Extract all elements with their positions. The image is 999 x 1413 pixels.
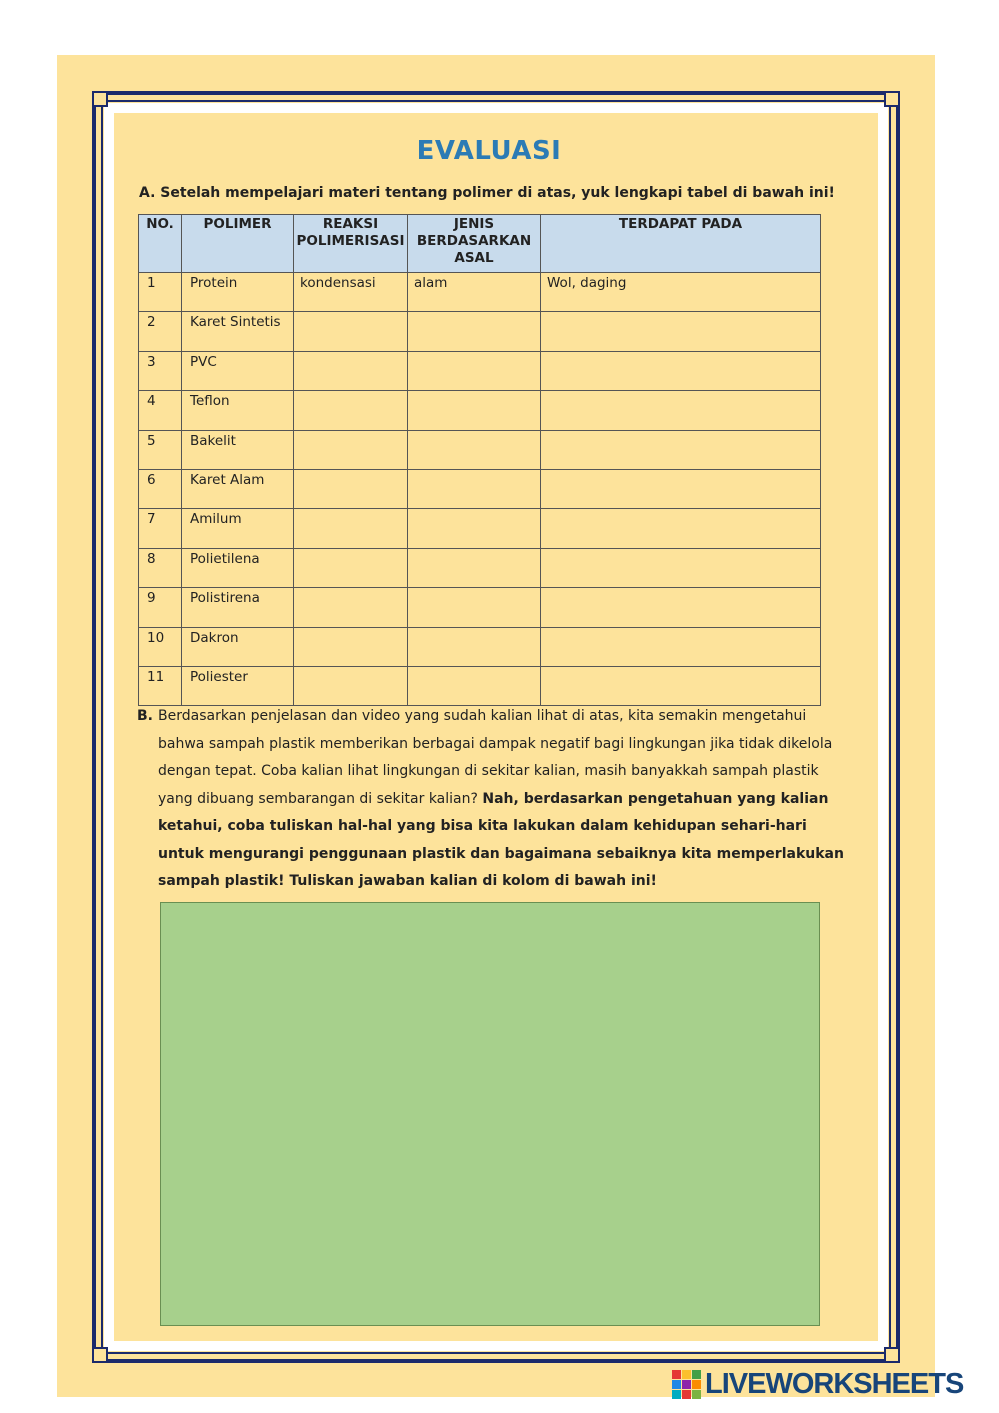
corner-ornament [92, 91, 108, 107]
section-a-text: Setelah mempelajari materi tentang polimer di atas, yuk lengkapi tabel di bawah ini! [160, 185, 835, 201]
cell-terdapat-input[interactable] [541, 469, 821, 508]
logo-square [692, 1370, 701, 1379]
cell-no: 11 [139, 666, 182, 705]
logo-square [692, 1380, 701, 1389]
table-row [139, 273, 821, 312]
table-row [139, 666, 821, 705]
cell-polimer: Karet Sintetis [182, 312, 294, 351]
cell-terdapat-input[interactable] [541, 430, 821, 469]
table-row [139, 548, 821, 587]
logo-square [672, 1390, 681, 1399]
cell-jenis-input[interactable] [408, 509, 541, 548]
liveworksheets-watermark [672, 1368, 963, 1401]
cell-jenis-input[interactable] [408, 312, 541, 351]
cell-polimer: Protein [182, 273, 294, 312]
header-terdapat: TERDAPAT PADA [541, 215, 821, 273]
cell-polimer: Poliester [182, 666, 294, 705]
liveworksheets-logo-icon [672, 1370, 701, 1399]
cell-reaksi-input[interactable] [294, 351, 408, 390]
cell-polimer: Bakelit [182, 430, 294, 469]
header-jenis: JENIS BERDASARKAN ASAL [408, 215, 541, 273]
logo-square [682, 1390, 691, 1399]
section-a-instruction [139, 185, 835, 201]
cell-polimer: Polietilena [182, 548, 294, 587]
cell-reaksi-input[interactable] [294, 666, 408, 705]
cell-polimer: Dakron [182, 627, 294, 666]
cell-no: 8 [139, 548, 182, 587]
watermark-text: LIVEWORKSHEETS [705, 1368, 964, 1400]
cell-reaksi-input[interactable] [294, 588, 408, 627]
cell-jenis-input[interactable] [408, 666, 541, 705]
cell-no: 3 [139, 351, 182, 390]
table-row [139, 469, 821, 508]
cell-jenis-input[interactable] [408, 588, 541, 627]
cell-reaksi-input[interactable] [294, 509, 408, 548]
table-header-row [139, 215, 821, 273]
table-row [139, 351, 821, 390]
cell-reaksi-input[interactable]: kondensasi [294, 273, 408, 312]
cell-no: 7 [139, 509, 182, 548]
logo-square [682, 1370, 691, 1379]
cell-jenis-input[interactable] [408, 627, 541, 666]
logo-square [682, 1380, 691, 1389]
corner-ornament [884, 1347, 900, 1363]
cell-polimer: Polistirena [182, 588, 294, 627]
cell-no: 10 [139, 627, 182, 666]
cell-reaksi-input[interactable] [294, 391, 408, 430]
cell-jenis-input[interactable] [408, 548, 541, 587]
cell-terdapat-input[interactable] [541, 509, 821, 548]
section-b-text [158, 703, 848, 896]
section-b-text-bold: Nah, berdasarkan pengetahuan yang kalian ketahui, coba tuliskan hal-hal yang bisa kita lakukan dalam kehidupan sehari-hari untuk mengurangi penggunaan plastik dan bagaimana sebaiknya kita memperlakukan sampah plastik! Tuliskan jawaban kalian di kolom di bawah ini! [158, 790, 844, 889]
cell-reaksi-input[interactable] [294, 430, 408, 469]
cell-terdapat-input[interactable] [541, 391, 821, 430]
table-row [139, 430, 821, 469]
cell-terdapat-input[interactable] [541, 627, 821, 666]
logo-square [672, 1370, 681, 1379]
cell-polimer: Teflon [182, 391, 294, 430]
table-row [139, 391, 821, 430]
cell-terdapat-input[interactable]: Wol, daging [541, 273, 821, 312]
table-row [139, 588, 821, 627]
header-no: NO. [139, 215, 182, 273]
cell-terdapat-input[interactable] [541, 666, 821, 705]
cell-jenis-input[interactable] [408, 430, 541, 469]
cell-jenis-input[interactable]: alam [408, 273, 541, 312]
header-reaksi: REAKSI POLIMERISASI [294, 215, 408, 273]
corner-ornament [92, 1347, 108, 1363]
cell-terdapat-input[interactable] [541, 351, 821, 390]
answer-textarea[interactable] [160, 902, 820, 1326]
section-a-label: A. [139, 185, 156, 201]
cell-terdapat-input[interactable] [541, 312, 821, 351]
cell-reaksi-input[interactable] [294, 312, 408, 351]
page-title: EVALUASI [416, 136, 562, 166]
section-b-text-normal: Berdasarkan penjelasan dan video yang sudah kalian lihat di atas, kita semakin mengetahui bahwa sampah plastik memberikan berbagai dampak negatif bagi lingkungan jika tidak dikelola dengan tepat. Coba kalian lihat lingkungan di sekitar kalian, masih banyakkah sampah plastik yang dibuang sembarangan di sekitar kalian? [158, 708, 833, 807]
cell-no: 5 [139, 430, 182, 469]
polymer-table [138, 214, 821, 706]
cell-polimer: Karet Alam [182, 469, 294, 508]
cell-reaksi-input[interactable] [294, 469, 408, 508]
cell-polimer: PVC [182, 351, 294, 390]
cell-no: 4 [139, 391, 182, 430]
cell-reaksi-input[interactable] [294, 627, 408, 666]
section-b-paragraph [137, 703, 844, 889]
cell-jenis-input[interactable] [408, 391, 541, 430]
table-row [139, 627, 821, 666]
header-polimer: POLIMER [182, 215, 294, 273]
logo-square [672, 1380, 681, 1389]
cell-terdapat-input[interactable] [541, 588, 821, 627]
cell-polimer: Amilum [182, 509, 294, 548]
cell-jenis-input[interactable] [408, 469, 541, 508]
worksheet-content [119, 118, 873, 1336]
cell-no: 6 [139, 469, 182, 508]
corner-ornament [884, 91, 900, 107]
cell-terdapat-input[interactable] [541, 548, 821, 587]
cell-no: 2 [139, 312, 182, 351]
cell-no: 9 [139, 588, 182, 627]
table-row [139, 509, 821, 548]
table-row [139, 312, 821, 351]
cell-jenis-input[interactable] [408, 351, 541, 390]
cell-reaksi-input[interactable] [294, 548, 408, 587]
logo-square [692, 1390, 701, 1399]
cell-no: 1 [139, 273, 182, 312]
section-b-label: B. [137, 708, 153, 724]
